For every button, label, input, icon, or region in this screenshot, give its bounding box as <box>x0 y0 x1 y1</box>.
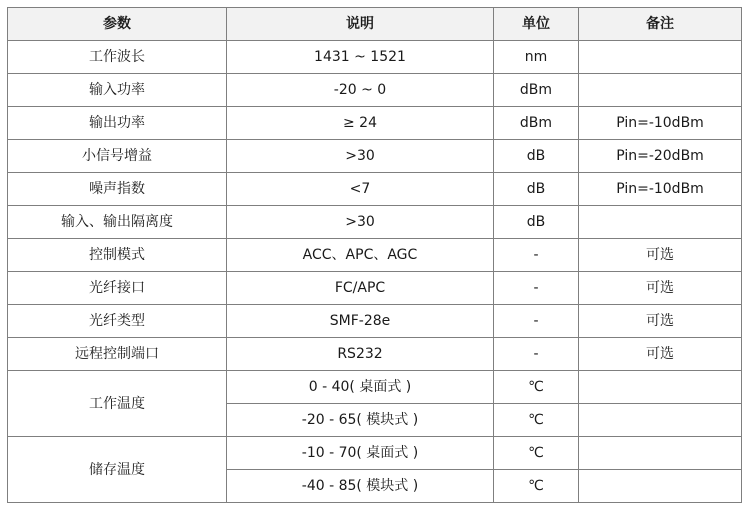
header-row <box>8 8 742 41</box>
desc-cell: >30 <box>227 206 494 239</box>
desc-cell: 1431 ~ 1521 <box>227 41 494 74</box>
desc-cell: SMF-28e <box>227 305 494 338</box>
header-note: 备注 <box>579 8 742 41</box>
note-cell: Pin=-20dBm <box>579 140 742 173</box>
desc-cell: <7 <box>227 173 494 206</box>
desc-cell: RS232 <box>227 338 494 371</box>
table-row <box>8 305 742 338</box>
table-row <box>8 272 742 305</box>
unit-cell: dBm <box>494 74 579 107</box>
desc-cell: -20 - 65( 模块式 ) <box>227 404 494 437</box>
param-cell: 输入、输出隔离度 <box>8 206 227 239</box>
param-cell: 光纤类型 <box>8 305 227 338</box>
param-cell: 噪声指数 <box>8 173 227 206</box>
table-row <box>8 371 742 404</box>
note-cell <box>579 41 742 74</box>
table-row <box>8 74 742 107</box>
table-row <box>8 338 742 371</box>
desc-cell: 0 - 40( 桌面式 ) <box>227 371 494 404</box>
unit-cell: dB <box>494 206 579 239</box>
unit-cell: ℃ <box>494 404 579 437</box>
unit-cell: ℃ <box>494 470 579 503</box>
table-row <box>8 140 742 173</box>
desc-cell: -10 - 70( 桌面式 ) <box>227 437 494 470</box>
unit-cell: ℃ <box>494 437 579 470</box>
note-cell <box>579 371 742 404</box>
param-cell-storage-temp: 储存温度 <box>8 437 227 503</box>
note-cell: Pin=-10dBm <box>579 107 742 140</box>
table-row <box>8 41 742 74</box>
note-cell <box>579 206 742 239</box>
note-cell: 可选 <box>579 305 742 338</box>
note-cell: 可选 <box>579 272 742 305</box>
unit-cell: nm <box>494 41 579 74</box>
table-row <box>8 437 742 470</box>
note-cell: Pin=-10dBm <box>579 173 742 206</box>
note-cell <box>579 404 742 437</box>
param-cell: 小信号增益 <box>8 140 227 173</box>
header-unit: 单位 <box>494 8 579 41</box>
spec-table <box>7 7 742 503</box>
unit-cell: - <box>494 239 579 272</box>
param-cell: 光纤接口 <box>8 272 227 305</box>
unit-cell: dB <box>494 140 579 173</box>
table-row <box>8 239 742 272</box>
note-cell: 可选 <box>579 239 742 272</box>
param-cell: 输入功率 <box>8 74 227 107</box>
table-row <box>8 107 742 140</box>
desc-cell: ACC、APC、AGC <box>227 239 494 272</box>
table-row <box>8 206 742 239</box>
desc-cell: ≥ 24 <box>227 107 494 140</box>
desc-cell: FC/APC <box>227 272 494 305</box>
header-desc: 说明 <box>227 8 494 41</box>
param-cell-work-temp: 工作温度 <box>8 371 227 437</box>
table-header <box>8 8 742 41</box>
param-cell: 输出功率 <box>8 107 227 140</box>
header-param: 参数 <box>8 8 227 41</box>
unit-cell: - <box>494 338 579 371</box>
unit-cell: dB <box>494 173 579 206</box>
table-body <box>8 41 742 503</box>
note-cell: 可选 <box>579 338 742 371</box>
note-cell <box>579 437 742 470</box>
desc-cell: -40 - 85( 模块式 ) <box>227 470 494 503</box>
param-cell: 工作波长 <box>8 41 227 74</box>
note-cell <box>579 74 742 107</box>
desc-cell: -20 ~ 0 <box>227 74 494 107</box>
unit-cell: dBm <box>494 107 579 140</box>
param-cell: 远程控制端口 <box>8 338 227 371</box>
param-cell: 控制模式 <box>8 239 227 272</box>
unit-cell: - <box>494 305 579 338</box>
desc-cell: >30 <box>227 140 494 173</box>
unit-cell: - <box>494 272 579 305</box>
unit-cell: ℃ <box>494 371 579 404</box>
table-row <box>8 173 742 206</box>
note-cell <box>579 470 742 503</box>
